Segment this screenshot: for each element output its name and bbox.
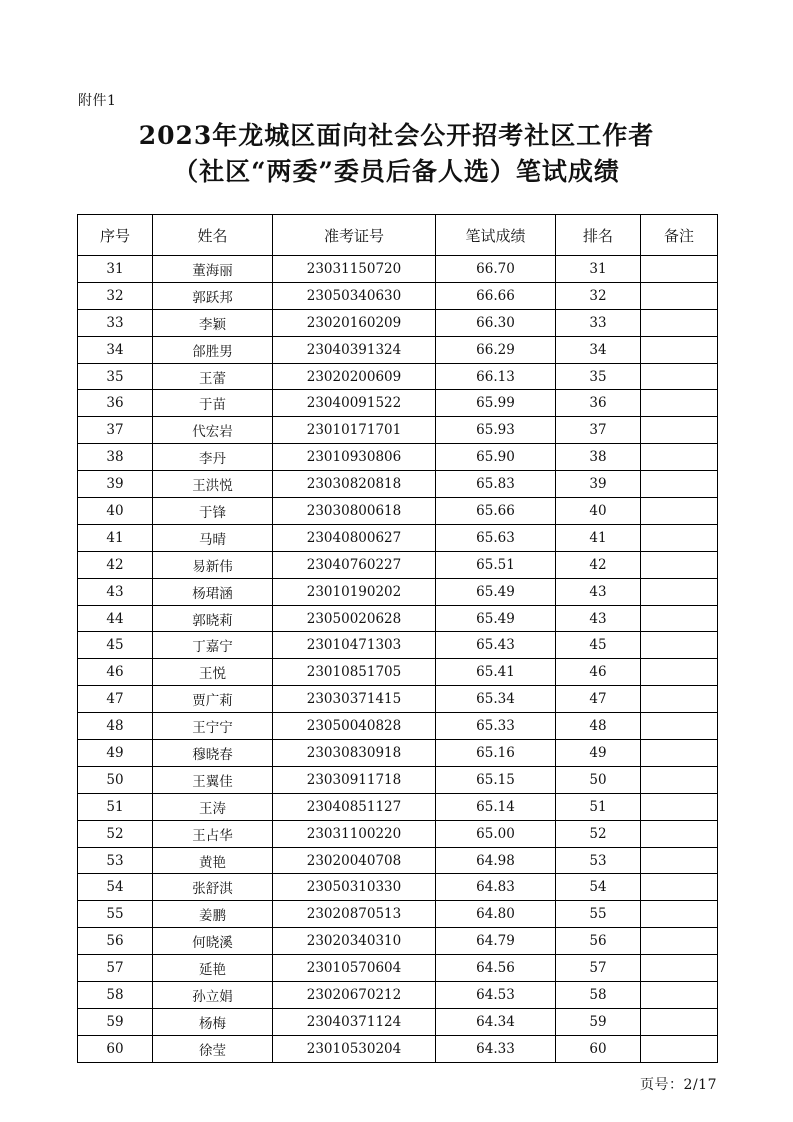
cell-serial: 51 [78,793,153,820]
cell-ticket-number: 23050310330 [273,874,436,901]
cell-score: 66.70 [436,256,556,283]
cell-remarks [641,901,718,928]
cell-rank: 50 [556,766,641,793]
cell-remarks [641,659,718,686]
header-ticket-number: 准考证号 [273,215,436,256]
cell-ticket-number: 23020040708 [273,847,436,874]
cell-name: 李颖 [153,309,273,336]
cell-remarks [641,471,718,498]
cell-remarks [641,847,718,874]
cell-score: 65.43 [436,632,556,659]
cell-serial: 47 [78,686,153,713]
cell-remarks [641,551,718,578]
cell-remarks [641,928,718,955]
cell-ticket-number: 23040800627 [273,524,436,551]
cell-remarks [641,578,718,605]
cell-serial: 46 [78,659,153,686]
cell-rank: 52 [556,820,641,847]
cell-serial: 39 [78,471,153,498]
cell-score: 66.29 [436,336,556,363]
cell-name: 延艳 [153,955,273,982]
table-row [78,901,718,928]
cell-ticket-number: 23030371415 [273,686,436,713]
cell-serial: 42 [78,551,153,578]
cell-serial: 56 [78,928,153,955]
cell-score: 65.34 [436,686,556,713]
cell-score: 65.83 [436,471,556,498]
cell-name: 何晓溪 [153,928,273,955]
cell-score: 66.66 [436,282,556,309]
table-row [78,740,718,767]
table-body [78,256,718,1063]
cell-serial: 33 [78,309,153,336]
cell-name: 郭跃邦 [153,282,273,309]
cell-remarks [641,417,718,444]
cell-serial: 31 [78,256,153,283]
cell-ticket-number: 23030800618 [273,498,436,525]
table-row [78,1035,718,1062]
cell-rank: 37 [556,417,641,444]
table-row [78,471,718,498]
page-subtitle: （社区“两委”委员后备人选）笔试成绩 [173,157,620,186]
cell-name: 王宁宁 [153,713,273,740]
cell-rank: 36 [556,390,641,417]
cell-serial: 60 [78,1035,153,1062]
cell-rank: 48 [556,713,641,740]
cell-score: 65.33 [436,713,556,740]
cell-ticket-number: 23020340310 [273,928,436,955]
cell-score: 64.53 [436,982,556,1009]
cell-rank: 39 [556,471,641,498]
table-row [78,955,718,982]
cell-rank: 55 [556,901,641,928]
cell-name: 易新伟 [153,551,273,578]
cell-remarks [641,605,718,632]
cell-score: 66.30 [436,309,556,336]
cell-name: 郭晓莉 [153,605,273,632]
cell-name: 王洪悦 [153,471,273,498]
cell-remarks [641,713,718,740]
cell-serial: 40 [78,498,153,525]
table-row [78,659,718,686]
table-row [78,256,718,283]
cell-rank: 38 [556,444,641,471]
cell-rank: 57 [556,955,641,982]
cell-ticket-number: 23020200609 [273,363,436,390]
cell-serial: 37 [78,417,153,444]
cell-remarks [641,955,718,982]
cell-score: 65.41 [436,659,556,686]
cell-serial: 57 [78,955,153,982]
cell-serial: 38 [78,444,153,471]
cell-ticket-number: 23020870513 [273,901,436,928]
header-remarks: 备注 [641,215,718,256]
cell-name: 于锋 [153,498,273,525]
cell-rank: 49 [556,740,641,767]
page-number: 页号：2/17 [640,1077,717,1093]
cell-score: 65.49 [436,578,556,605]
cell-rank: 43 [556,578,641,605]
table-row [78,928,718,955]
table-row [78,686,718,713]
cell-ticket-number: 23010851705 [273,659,436,686]
cell-rank: 59 [556,1008,641,1035]
cell-ticket-number: 23030911718 [273,766,436,793]
cell-remarks [641,256,718,283]
cell-rank: 45 [556,632,641,659]
cell-ticket-number: 23050340630 [273,282,436,309]
cell-ticket-number: 23050040828 [273,713,436,740]
page-title: 2023年龙城区面向社会公开招考社区工作者 [138,121,655,150]
cell-name: 贾广莉 [153,686,273,713]
cell-rank: 56 [556,928,641,955]
cell-name: 王翼佳 [153,766,273,793]
cell-name: 徐莹 [153,1035,273,1062]
cell-rank: 43 [556,605,641,632]
table-row [78,605,718,632]
header-serial: 序号 [78,215,153,256]
cell-serial: 54 [78,874,153,901]
cell-remarks [641,793,718,820]
cell-ticket-number: 23030830918 [273,740,436,767]
cell-name: 李丹 [153,444,273,471]
cell-score: 65.51 [436,551,556,578]
cell-rank: 32 [556,282,641,309]
cell-ticket-number: 23040371124 [273,1008,436,1035]
cell-serial: 44 [78,605,153,632]
cell-rank: 54 [556,874,641,901]
cell-ticket-number: 23050020628 [273,605,436,632]
cell-name: 杨梅 [153,1008,273,1035]
table-row [78,820,718,847]
cell-score: 65.63 [436,524,556,551]
cell-serial: 58 [78,982,153,1009]
cell-serial: 43 [78,578,153,605]
cell-serial: 41 [78,524,153,551]
table-row [78,363,718,390]
cell-name: 黄艳 [153,847,273,874]
cell-score: 65.16 [436,740,556,767]
cell-remarks [641,820,718,847]
cell-name: 王蕾 [153,363,273,390]
cell-score: 65.93 [436,417,556,444]
cell-ticket-number: 23040091522 [273,390,436,417]
cell-remarks [641,390,718,417]
cell-ticket-number: 23020670212 [273,982,436,1009]
cell-serial: 50 [78,766,153,793]
table-row [78,1008,718,1035]
cell-ticket-number: 23040391324 [273,336,436,363]
cell-name: 张舒淇 [153,874,273,901]
cell-ticket-number: 23010570604 [273,955,436,982]
cell-rank: 46 [556,659,641,686]
cell-remarks [641,1008,718,1035]
cell-remarks [641,498,718,525]
cell-remarks [641,309,718,336]
cell-score: 64.79 [436,928,556,955]
cell-ticket-number: 23010190202 [273,578,436,605]
cell-ticket-number: 23030820818 [273,471,436,498]
table-row [78,766,718,793]
table-row [78,713,718,740]
table-row [78,793,718,820]
cell-score: 64.33 [436,1035,556,1062]
header-name: 姓名 [153,215,273,256]
cell-serial: 36 [78,390,153,417]
cell-score: 64.98 [436,847,556,874]
cell-serial: 32 [78,282,153,309]
cell-serial: 53 [78,847,153,874]
cell-serial: 35 [78,363,153,390]
cell-ticket-number: 23031150720 [273,256,436,283]
cell-name: 王涛 [153,793,273,820]
cell-ticket-number: 23010530204 [273,1035,436,1062]
scores-table [77,214,718,1063]
cell-score: 65.00 [436,820,556,847]
attachment-label: 附件1 [78,93,117,109]
cell-serial: 55 [78,901,153,928]
table-row [78,847,718,874]
cell-score: 64.80 [436,901,556,928]
cell-score: 65.14 [436,793,556,820]
cell-serial: 34 [78,336,153,363]
cell-ticket-number: 23010171701 [273,417,436,444]
cell-rank: 31 [556,256,641,283]
cell-name: 丁嘉宁 [153,632,273,659]
table-row [78,498,718,525]
cell-remarks [641,982,718,1009]
cell-name: 于苗 [153,390,273,417]
header-row [78,215,718,256]
cell-rank: 58 [556,982,641,1009]
cell-score: 66.13 [436,363,556,390]
cell-remarks [641,282,718,309]
cell-serial: 49 [78,740,153,767]
cell-name: 马晴 [153,524,273,551]
table-row [78,309,718,336]
cell-score: 64.56 [436,955,556,982]
cell-score: 65.99 [436,390,556,417]
cell-rank: 53 [556,847,641,874]
cell-name: 姜鹏 [153,901,273,928]
cell-serial: 52 [78,820,153,847]
cell-remarks [641,363,718,390]
cell-score: 65.49 [436,605,556,632]
cell-rank: 34 [556,336,641,363]
table-row [78,282,718,309]
cell-ticket-number: 23020160209 [273,309,436,336]
table-row [78,551,718,578]
cell-ticket-number: 23010930806 [273,444,436,471]
cell-remarks [641,686,718,713]
cell-rank: 33 [556,309,641,336]
cell-name: 郃胜男 [153,336,273,363]
table-row [78,417,718,444]
cell-name: 王悦 [153,659,273,686]
table-row [78,874,718,901]
cell-score: 65.15 [436,766,556,793]
cell-name: 王占华 [153,820,273,847]
table-row [78,524,718,551]
cell-score: 64.34 [436,1008,556,1035]
cell-score: 64.83 [436,874,556,901]
cell-name: 孙立娟 [153,982,273,1009]
cell-name: 穆晓春 [153,740,273,767]
header-score: 笔试成绩 [436,215,556,256]
table-row [78,578,718,605]
cell-score: 65.66 [436,498,556,525]
cell-remarks [641,874,718,901]
cell-rank: 60 [556,1035,641,1062]
cell-serial: 59 [78,1008,153,1035]
cell-remarks [641,444,718,471]
cell-ticket-number: 23040760227 [273,551,436,578]
table-row [78,336,718,363]
header-rank: 排名 [556,215,641,256]
cell-name: 杨珺涵 [153,578,273,605]
table-row [78,982,718,1009]
cell-remarks [641,632,718,659]
cell-remarks [641,766,718,793]
cell-ticket-number: 23040851127 [273,793,436,820]
table-row [78,632,718,659]
cell-rank: 51 [556,793,641,820]
cell-rank: 42 [556,551,641,578]
table-row [78,390,718,417]
cell-remarks [641,740,718,767]
table-row [78,444,718,471]
cell-ticket-number: 23031100220 [273,820,436,847]
cell-name: 代宏岩 [153,417,273,444]
cell-rank: 41 [556,524,641,551]
cell-serial: 48 [78,713,153,740]
cell-score: 65.90 [436,444,556,471]
cell-rank: 40 [556,498,641,525]
cell-name: 董海丽 [153,256,273,283]
cell-rank: 47 [556,686,641,713]
cell-rank: 35 [556,363,641,390]
cell-serial: 45 [78,632,153,659]
cell-remarks [641,336,718,363]
cell-ticket-number: 23010471303 [273,632,436,659]
cell-remarks [641,1035,718,1062]
cell-remarks [641,524,718,551]
